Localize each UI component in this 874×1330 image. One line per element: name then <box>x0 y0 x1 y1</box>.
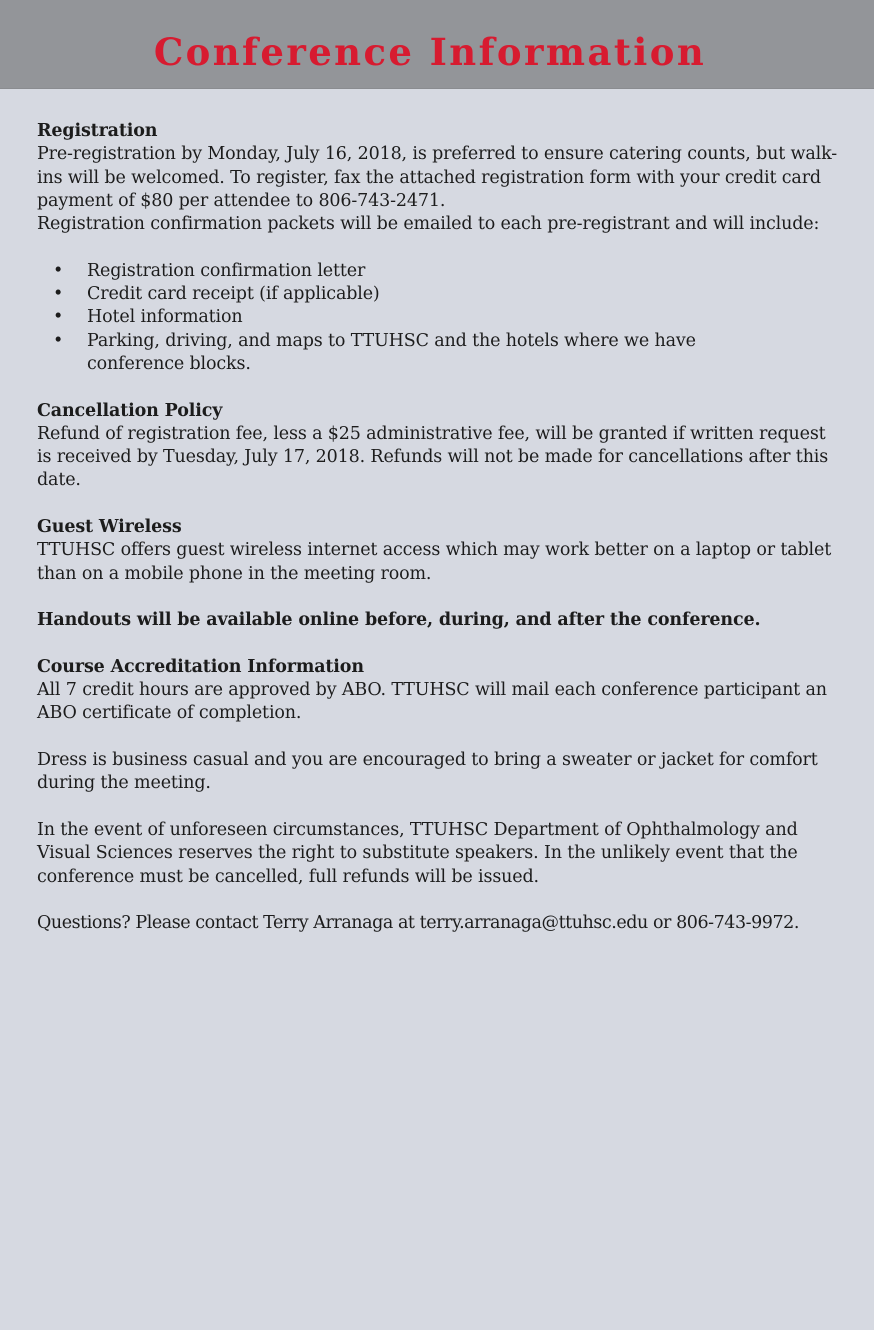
list-item <box>37 330 837 377</box>
registration-section <box>37 120 837 236</box>
speakers-text: In the event of unforeseen circumstances, TTUHSC Department of Ophthalmology and Visual Sciences reserves the right to substitute speakers. In the unlikely event that the conference must be cancelled, full refunds will be issued. <box>37 819 798 887</box>
accreditation-section <box>37 656 837 726</box>
handouts-section <box>37 609 837 632</box>
bullet-icon: • <box>53 284 64 305</box>
cancellation-heading: Cancellation Policy <box>37 400 223 421</box>
list-item-text: Hotel information <box>87 307 243 328</box>
list-item <box>37 283 837 306</box>
registration-paragraph-1: Pre-registration by Monday, July 16, 2018, is preferred to ensure catering counts, but walk-ins will be welcomed. To register, fax the attached registration form with your credit card payment of $80 per attendee to 806-743-2471. <box>37 144 838 211</box>
speakers-section <box>37 819 837 889</box>
bullet-icon: • <box>53 307 64 328</box>
cancellation-section <box>37 400 837 493</box>
bullet-icon: • <box>53 330 64 351</box>
accreditation-heading: Course Accreditation Information <box>37 656 364 677</box>
dress-section <box>37 749 837 796</box>
list-item-text: Parking, driving, and maps to TTUHSC and the hotels where we have conference blocks. <box>87 330 696 374</box>
list-item-text: Registration confirmation letter <box>87 260 366 281</box>
list-item <box>37 306 837 329</box>
accreditation-text: All 7 credit hours are approved by ABO. TTUHSC will mail each conference participant an ABO certificate of completion. <box>37 680 827 724</box>
registration-paragraph-2: Registration confirmation packets will be emailed to each pre-registrant and will include: <box>37 214 820 235</box>
dress-text: Dress is business casual and you are encouraged to bring a sweater or jacket for comfort during the meeting. <box>37 750 818 794</box>
list-item-text: Credit card receipt (if applicable) <box>87 284 380 305</box>
registration-heading: Registration <box>37 121 158 141</box>
header-bar <box>0 0 874 89</box>
page-title: Conference Information <box>153 30 707 74</box>
registration-packet-list <box>37 260 837 376</box>
questions-section <box>37 912 837 935</box>
handouts-text: Handouts will be available online before, during, and after the conference. <box>37 610 761 631</box>
registration-list-section <box>37 260 837 376</box>
list-item <box>37 260 837 283</box>
wireless-text: TTUHSC offers guest wireless internet access which may work better on a laptop or tablet than on a mobile phone in the meeting room. <box>37 540 832 584</box>
cancellation-text: Refund of registration fee, less a $25 administrative fee, will be granted if written request is received by Tuesday, July 17, 2018. Refunds will not be made for cancellations after this date. <box>37 423 829 491</box>
wireless-section <box>37 516 837 586</box>
questions-text: Questions? Please contact Terry Arranaga at terry.arranaga@ttuhsc.edu or 806-743-9972. <box>37 913 799 934</box>
document-body <box>37 120 837 959</box>
wireless-heading: Guest Wireless <box>37 517 182 538</box>
bullet-icon: • <box>53 260 64 281</box>
